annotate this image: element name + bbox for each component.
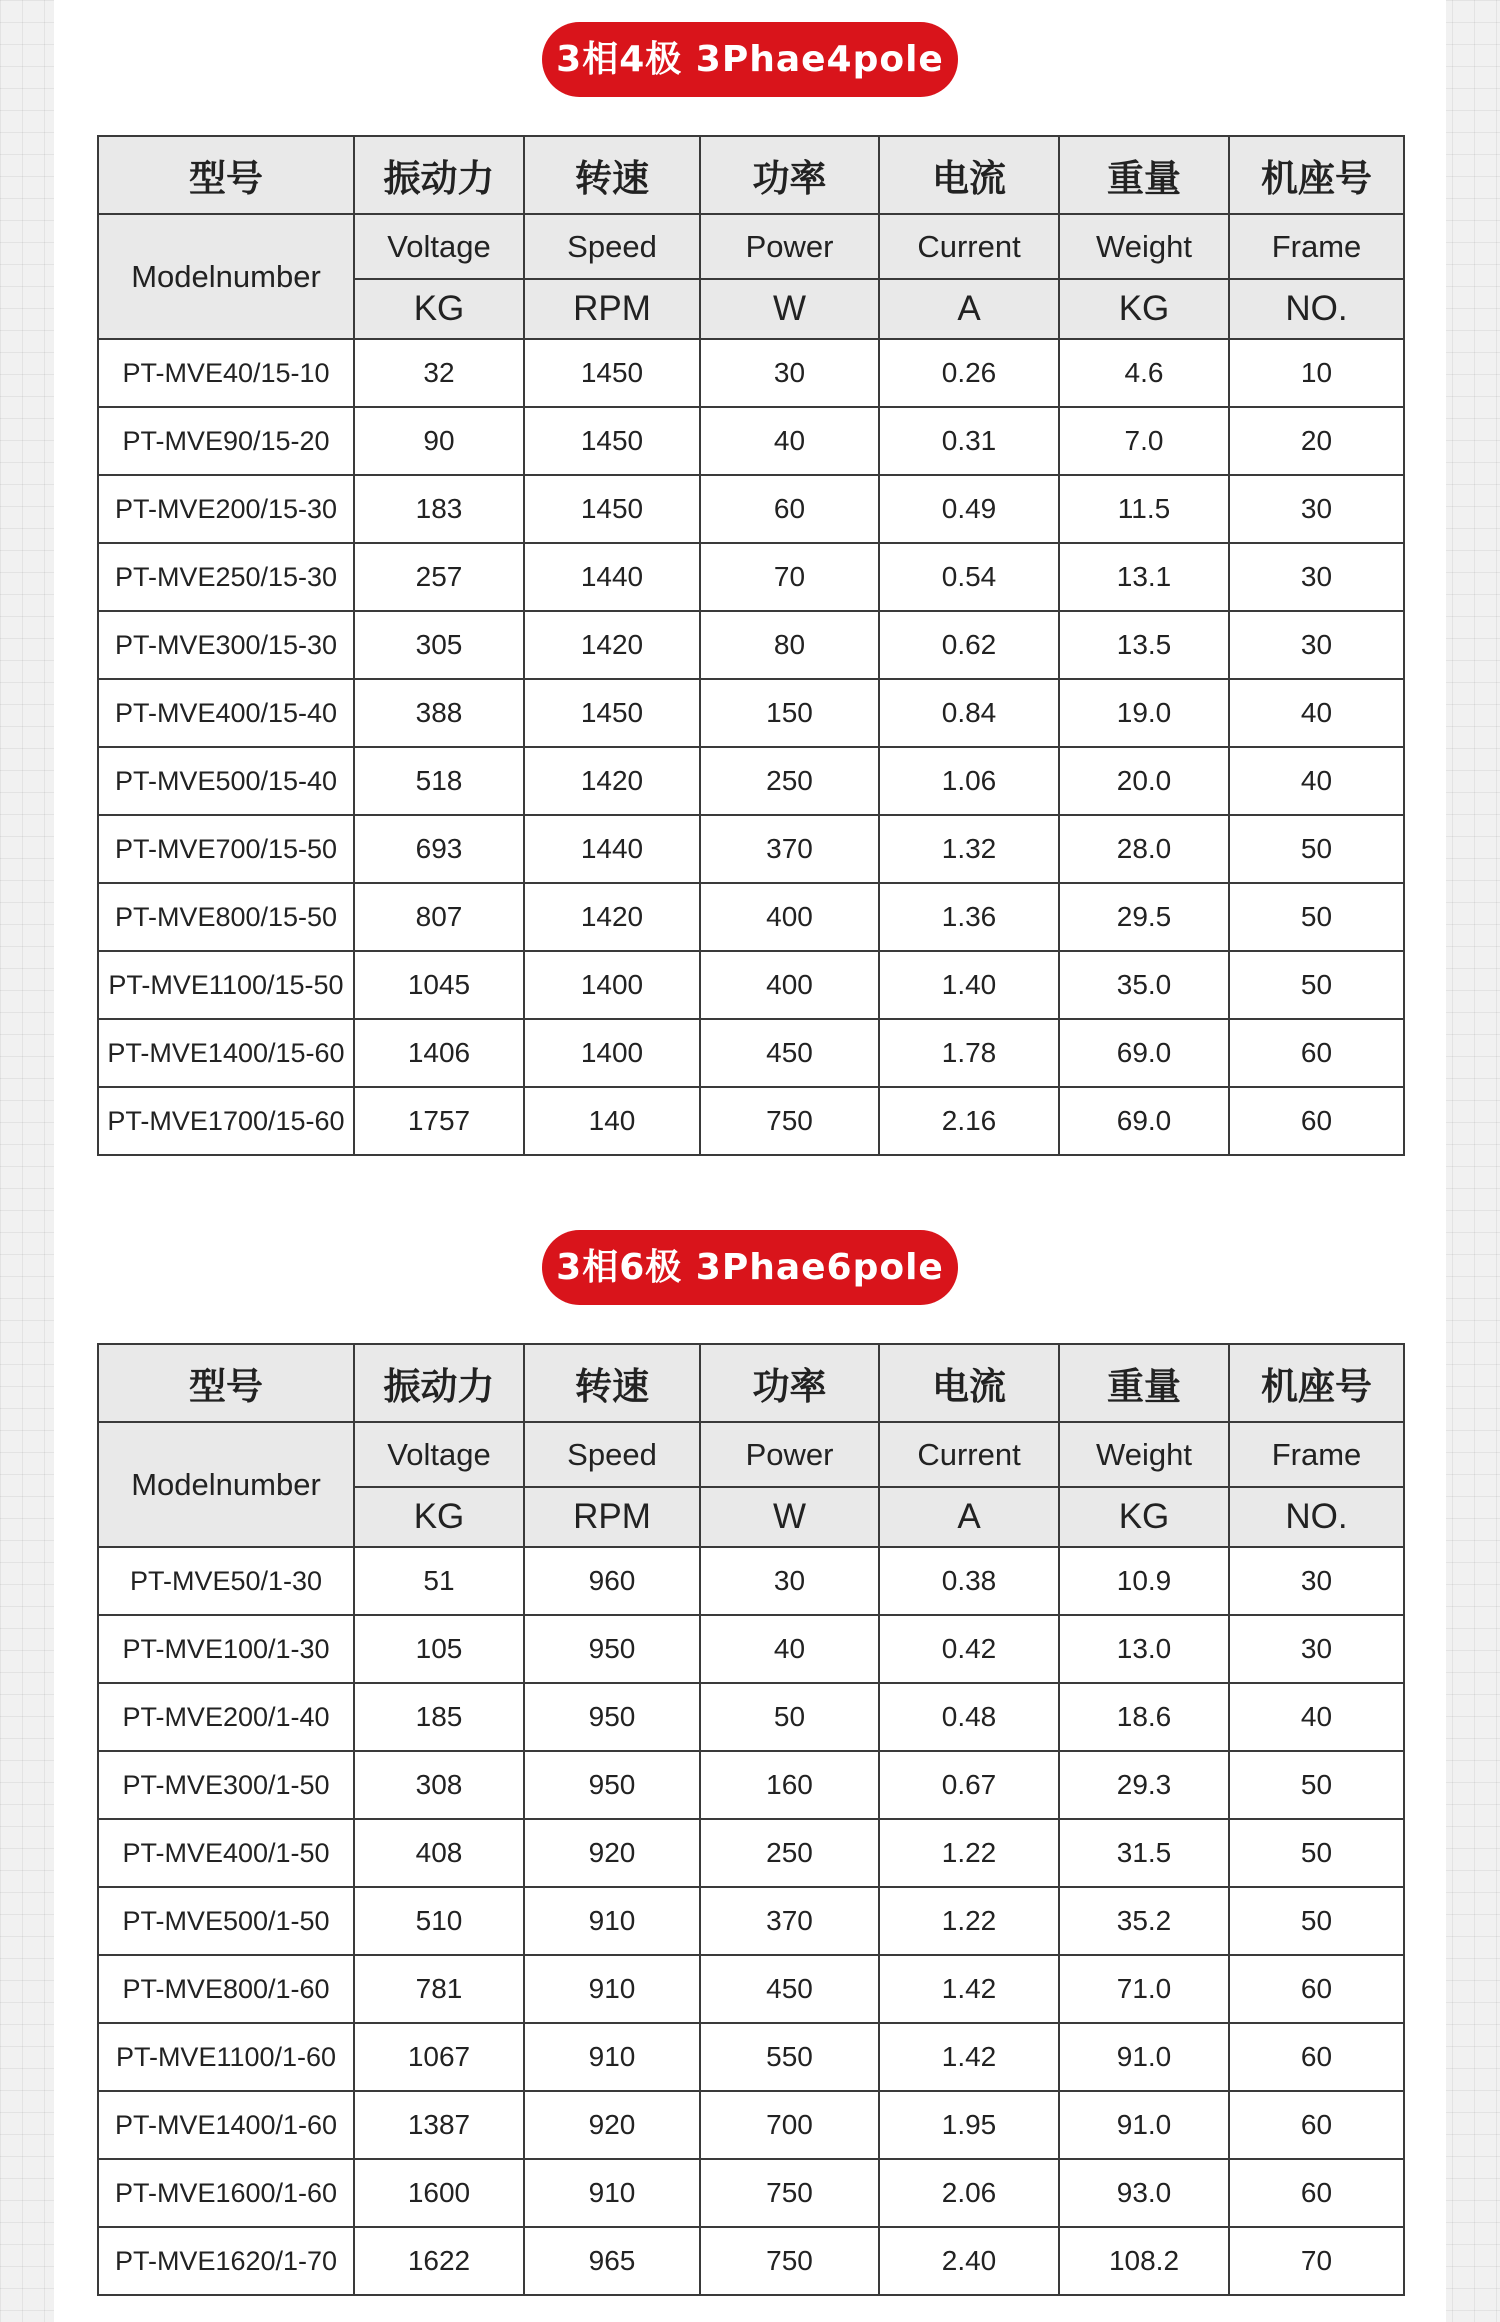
cell-weight: 29.5 [1059,883,1229,951]
cell-speed: 965 [524,2227,700,2295]
cell-model: PT-MVE1100/1-60 [98,2023,354,2091]
cell-model: PT-MVE300/15-30 [98,611,354,679]
cell-force: 408 [354,1819,524,1887]
cell-frame: 40 [1229,1683,1404,1751]
header-weight-zh: 重量 [1059,136,1229,214]
cell-frame: 30 [1229,1615,1404,1683]
header-speed-zh: 转速 [524,1344,700,1422]
cell-model: PT-MVE800/15-50 [98,883,354,951]
cell-force: 32 [354,339,524,407]
cell-frame: 50 [1229,1751,1404,1819]
cell-frame: 20 [1229,407,1404,475]
cell-power: 80 [700,611,879,679]
cell-force: 1600 [354,2159,524,2227]
cell-force: 807 [354,883,524,951]
cell-power: 370 [700,815,879,883]
header-power-en: Power [700,214,879,279]
cell-frame: 40 [1229,747,1404,815]
cell-power: 30 [700,1547,879,1615]
cell-force: 388 [354,679,524,747]
cell-frame: 50 [1229,883,1404,951]
cell-weight: 69.0 [1059,1087,1229,1155]
cell-speed: 140 [524,1087,700,1155]
cell-force: 1406 [354,1019,524,1087]
unit-power: W [700,279,879,339]
cell-speed: 1440 [524,815,700,883]
cell-weight: 4.6 [1059,339,1229,407]
cell-power: 750 [700,1087,879,1155]
cell-speed: 1400 [524,951,700,1019]
header-power-zh: 功率 [700,136,879,214]
cell-power: 250 [700,747,879,815]
header-model-zh: 型号 [98,136,354,214]
cell-frame: 30 [1229,1547,1404,1615]
unit-speed: RPM [524,279,700,339]
cell-weight: 31.5 [1059,1819,1229,1887]
table-row [98,1955,1404,2023]
cell-speed: 920 [524,2091,700,2159]
cell-weight: 28.0 [1059,815,1229,883]
cell-speed: 960 [524,1547,700,1615]
cell-frame: 30 [1229,475,1404,543]
cell-speed: 1450 [524,475,700,543]
cell-power: 50 [700,1683,879,1751]
cell-model: PT-MVE500/1-50 [98,1887,354,1955]
cell-speed: 910 [524,1887,700,1955]
cell-power: 450 [700,1019,879,1087]
cell-frame: 60 [1229,1019,1404,1087]
header-row-zh [98,1344,1404,1422]
cell-frame: 50 [1229,815,1404,883]
cell-weight: 18.6 [1059,1683,1229,1751]
cell-power: 40 [700,407,879,475]
spec-page [54,0,1446,2322]
unit-current: A [879,1487,1059,1547]
cell-model: PT-MVE400/1-50 [98,1819,354,1887]
cell-current: 0.26 [879,339,1059,407]
header-weight-zh: 重量 [1059,1344,1229,1422]
cell-current: 1.06 [879,747,1059,815]
cell-weight: 29.3 [1059,1751,1229,1819]
cell-model: PT-MVE1400/1-60 [98,2091,354,2159]
cell-power: 60 [700,475,879,543]
table-row [98,1615,1404,1683]
cell-model: PT-MVE300/1-50 [98,1751,354,1819]
cell-speed: 910 [524,2159,700,2227]
cell-force: 183 [354,475,524,543]
cell-weight: 19.0 [1059,679,1229,747]
cell-frame: 60 [1229,2023,1404,2091]
cell-model: PT-MVE90/15-20 [98,407,354,475]
cell-weight: 10.9 [1059,1547,1229,1615]
cell-current: 0.42 [879,1615,1059,1683]
header-weight-en: Weight [1059,214,1229,279]
table-row [98,611,1404,679]
cell-current: 1.40 [879,951,1059,1019]
cell-weight: 93.0 [1059,2159,1229,2227]
cell-speed: 1440 [524,543,700,611]
spec-table-4pole [97,135,1405,1156]
cell-force: 257 [354,543,524,611]
cell-weight: 7.0 [1059,407,1229,475]
cell-speed: 950 [524,1683,700,1751]
cell-weight: 71.0 [1059,1955,1229,2023]
table-row [98,407,1404,475]
cell-power: 750 [700,2159,879,2227]
header-voltage-en: Voltage [354,214,524,279]
cell-force: 693 [354,815,524,883]
cell-weight: 91.0 [1059,2023,1229,2091]
unit-speed: RPM [524,1487,700,1547]
cell-weight: 35.0 [1059,951,1229,1019]
cell-model: PT-MVE100/1-30 [98,1615,354,1683]
unit-weight: KG [1059,1487,1229,1547]
spec-table-body [98,1547,1404,2295]
header-frame-en: Frame [1229,1422,1404,1487]
cell-frame: 40 [1229,679,1404,747]
cell-force: 1067 [354,2023,524,2091]
cell-current: 0.49 [879,475,1059,543]
cell-frame: 50 [1229,1887,1404,1955]
cell-current: 0.67 [879,1751,1059,1819]
header-current-zh: 电流 [879,1344,1059,1422]
header-current-zh: 电流 [879,136,1059,214]
cell-frame: 60 [1229,2091,1404,2159]
cell-weight: 108.2 [1059,2227,1229,2295]
cell-current: 0.38 [879,1547,1059,1615]
cell-force: 305 [354,611,524,679]
table-row [98,543,1404,611]
header-model-zh: 型号 [98,1344,354,1422]
cell-power: 70 [700,543,879,611]
cell-current: 1.42 [879,2023,1059,2091]
unit-frame: NO. [1229,279,1404,339]
cell-model: PT-MVE50/1-30 [98,1547,354,1615]
cell-weight: 20.0 [1059,747,1229,815]
header-row-zh [98,136,1404,214]
cell-power: 750 [700,2227,879,2295]
cell-weight: 13.5 [1059,611,1229,679]
header-force-zh: 振动力 [354,136,524,214]
cell-frame: 50 [1229,951,1404,1019]
cell-weight: 13.0 [1059,1615,1229,1683]
cell-force: 518 [354,747,524,815]
cell-model: PT-MVE1700/15-60 [98,1087,354,1155]
cell-weight: 69.0 [1059,1019,1229,1087]
table-row [98,747,1404,815]
table-row [98,1819,1404,1887]
cell-power: 400 [700,951,879,1019]
header-power-en: Power [700,1422,879,1487]
header-power-zh: 功率 [700,1344,879,1422]
unit-power: W [700,1487,879,1547]
cell-power: 550 [700,2023,879,2091]
cell-frame: 50 [1229,1819,1404,1887]
cell-current: 0.48 [879,1683,1059,1751]
table-row [98,2227,1404,2295]
cell-frame: 60 [1229,2159,1404,2227]
cell-speed: 1420 [524,883,700,951]
cell-model: PT-MVE400/15-40 [98,679,354,747]
cell-model: PT-MVE250/15-30 [98,543,354,611]
cell-force: 1622 [354,2227,524,2295]
cell-current: 1.22 [879,1887,1059,1955]
cell-force: 1757 [354,1087,524,1155]
spec-table-body [98,339,1404,1155]
cell-model: PT-MVE1100/15-50 [98,951,354,1019]
table-row [98,1683,1404,1751]
cell-current: 1.42 [879,1955,1059,2023]
unit-weight: KG [1059,279,1229,339]
cell-speed: 1420 [524,747,700,815]
cell-model: PT-MVE700/15-50 [98,815,354,883]
cell-force: 1387 [354,2091,524,2159]
cell-current: 2.40 [879,2227,1059,2295]
cell-speed: 910 [524,1955,700,2023]
table-row [98,951,1404,1019]
cell-current: 0.62 [879,611,1059,679]
cell-power: 30 [700,339,879,407]
cell-frame: 10 [1229,339,1404,407]
cell-speed: 910 [524,2023,700,2091]
cell-current: 1.32 [879,815,1059,883]
cell-power: 370 [700,1887,879,1955]
header-frame-zh: 机座号 [1229,136,1404,214]
cell-force: 781 [354,1955,524,2023]
table-row [98,339,1404,407]
cell-model: PT-MVE200/1-40 [98,1683,354,1751]
table-row [98,1019,1404,1087]
cell-weight: 11.5 [1059,475,1229,543]
header-model-en: Modelnumber [98,1422,354,1547]
cell-speed: 950 [524,1751,700,1819]
table-row [98,1087,1404,1155]
cell-speed: 920 [524,1819,700,1887]
cell-force: 1045 [354,951,524,1019]
cell-force: 185 [354,1683,524,1751]
cell-force: 510 [354,1887,524,1955]
cell-weight: 13.1 [1059,543,1229,611]
cell-model: PT-MVE1620/1-70 [98,2227,354,2295]
cell-speed: 950 [524,1615,700,1683]
header-current-en: Current [879,214,1059,279]
cell-model: PT-MVE800/1-60 [98,1955,354,2023]
section-title-badge: 3相6极 3Phae6pole [542,1230,958,1305]
cell-power: 700 [700,2091,879,2159]
header-current-en: Current [879,1422,1059,1487]
cell-model: PT-MVE500/15-40 [98,747,354,815]
cell-force: 51 [354,1547,524,1615]
header-row-en [98,214,1404,279]
cell-force: 90 [354,407,524,475]
table-row [98,679,1404,747]
cell-force: 308 [354,1751,524,1819]
cell-power: 250 [700,1819,879,1887]
cell-frame: 30 [1229,611,1404,679]
cell-current: 1.78 [879,1019,1059,1087]
cell-weight: 91.0 [1059,2091,1229,2159]
header-frame-en: Frame [1229,214,1404,279]
spec-table-6pole [97,1343,1405,2296]
cell-frame: 70 [1229,2227,1404,2295]
header-speed-zh: 转速 [524,136,700,214]
unit-force: KG [354,1487,524,1547]
header-row-en [98,1422,1404,1487]
unit-frame: NO. [1229,1487,1404,1547]
cell-current: 0.54 [879,543,1059,611]
cell-current: 1.36 [879,883,1059,951]
header-frame-zh: 机座号 [1229,1344,1404,1422]
header-force-zh: 振动力 [354,1344,524,1422]
cell-weight: 35.2 [1059,1887,1229,1955]
cell-power: 150 [700,679,879,747]
cell-current: 2.16 [879,1087,1059,1155]
header-speed-en: Speed [524,214,700,279]
table-row [98,2159,1404,2227]
table-row [98,1547,1404,1615]
table-row [98,883,1404,951]
cell-frame: 60 [1229,1087,1404,1155]
cell-speed: 1450 [524,407,700,475]
cell-speed: 1450 [524,679,700,747]
header-voltage-en: Voltage [354,1422,524,1487]
cell-current: 0.31 [879,407,1059,475]
cell-current: 1.95 [879,2091,1059,2159]
cell-speed: 1420 [524,611,700,679]
table-row [98,815,1404,883]
cell-current: 1.22 [879,1819,1059,1887]
cell-power: 400 [700,883,879,951]
table-row [98,1751,1404,1819]
header-speed-en: Speed [524,1422,700,1487]
table-row [98,2091,1404,2159]
cell-power: 160 [700,1751,879,1819]
cell-force: 105 [354,1615,524,1683]
cell-frame: 60 [1229,1955,1404,2023]
cell-current: 0.84 [879,679,1059,747]
table-row [98,2023,1404,2091]
unit-current: A [879,279,1059,339]
cell-model: PT-MVE200/15-30 [98,475,354,543]
section-title-badge: 3相4极 3Phae4pole [542,22,958,97]
table-row [98,475,1404,543]
cell-power: 450 [700,1955,879,2023]
cell-model: PT-MVE40/15-10 [98,339,354,407]
header-model-en: Modelnumber [98,214,354,339]
cell-speed: 1400 [524,1019,700,1087]
cell-model: PT-MVE1400/15-60 [98,1019,354,1087]
cell-power: 40 [700,1615,879,1683]
cell-frame: 30 [1229,543,1404,611]
unit-force: KG [354,279,524,339]
header-weight-en: Weight [1059,1422,1229,1487]
cell-model: PT-MVE1600/1-60 [98,2159,354,2227]
cell-speed: 1450 [524,339,700,407]
cell-current: 2.06 [879,2159,1059,2227]
table-row [98,1887,1404,1955]
